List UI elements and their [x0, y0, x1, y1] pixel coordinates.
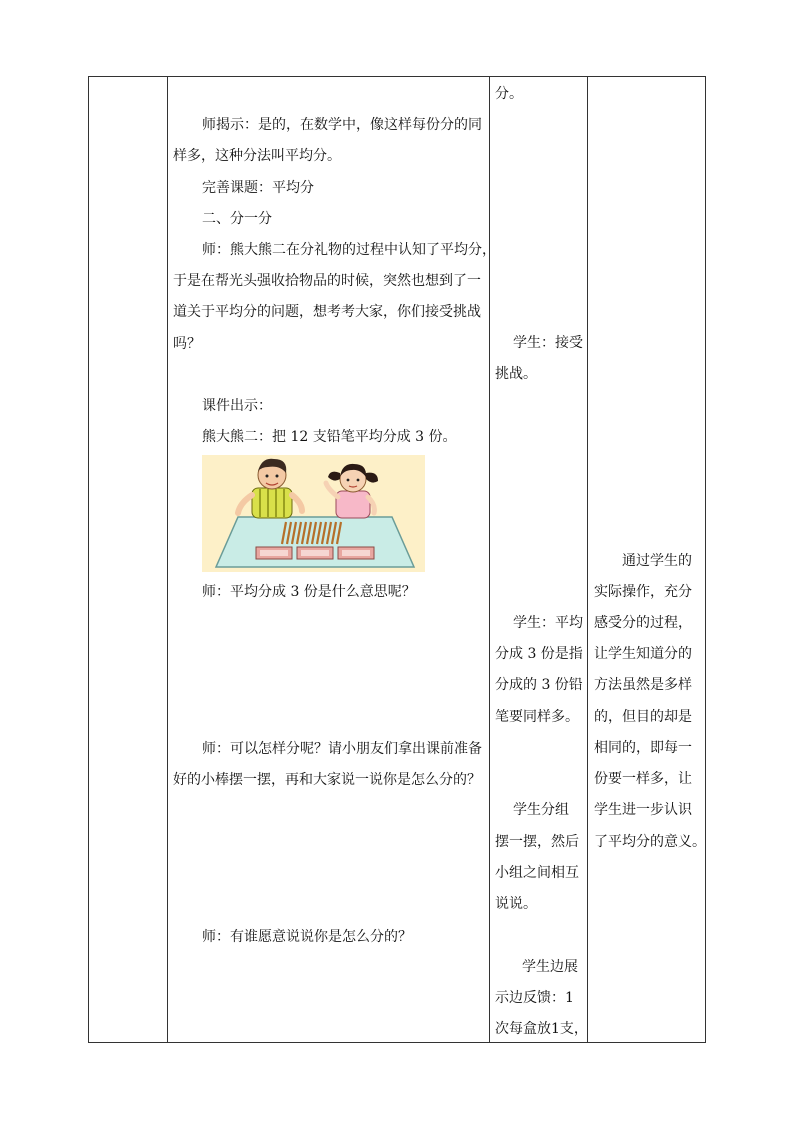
student-text: 分成的 3 份铅: [495, 677, 583, 693]
teacher-text: 师：熊大熊二在分礼物的过程中认知了平均分，: [202, 242, 496, 258]
student-text: 说说。: [495, 896, 537, 912]
teacher-text: 师：有谁愿意说说你是怎么分的？: [202, 929, 412, 945]
student-text: 分成 3 份是指: [495, 646, 583, 662]
student-text: 学生：接受: [513, 335, 583, 351]
student-text: 摆一摆，然后: [495, 834, 579, 850]
teacher-text: 师：可以怎样分呢？请小朋友们拿出课前准备: [202, 741, 482, 757]
student-text: 分。: [495, 86, 523, 102]
intent-text: 让学生知道分的: [594, 646, 692, 662]
student-text: 学生：平均: [513, 615, 583, 631]
intent-text: 份要一样多，让: [594, 771, 692, 787]
column-divider: [489, 77, 490, 1042]
intent-text: 学生进一步认识: [594, 802, 692, 818]
teacher-text: 二、分一分: [202, 211, 272, 227]
teacher-text: 吗？: [173, 336, 201, 352]
teacher-text: 课件出示：: [202, 398, 272, 414]
intent-text: 实际操作，充分: [594, 584, 692, 600]
teacher-text: 师揭示：是的，在数学中，像这样每份分的同: [202, 117, 482, 133]
teacher-text: 师：平均分成 3 份是什么意思呢？: [202, 584, 416, 600]
intent-text: 感受分的过程，: [594, 615, 692, 631]
teacher-text: 完善课题：平均分: [202, 180, 314, 196]
teacher-text: 于是在帮光头强收拾物品的时候，突然也想到了一: [173, 273, 481, 289]
student-text: 学生边展: [522, 959, 578, 975]
column-divider: [167, 77, 168, 1042]
intent-text: 方法虽然是多样: [594, 677, 692, 693]
student-text: 笔要同样多。: [495, 709, 579, 725]
teacher-text: 好的小棒摆一摆，再和大家说一说你是怎么分的？: [173, 772, 481, 788]
teacher-text: 道关于平均分的问题，想考考大家，你们接受挑战: [173, 304, 481, 320]
column-divider: [587, 77, 588, 1042]
boxes-group: [256, 547, 374, 559]
student-text: 挑战。: [495, 366, 537, 382]
pencil-division-illustration: [202, 455, 425, 572]
teacher-text: 熊大熊二：把 12 支铅笔平均分成 3 份。: [202, 429, 457, 445]
student-text: 小组之间相互: [495, 865, 579, 881]
student-text: 次每盒放1支，: [495, 1021, 588, 1037]
intent-text: 通过学生的: [622, 553, 692, 569]
teacher-text: 样多，这种分法叫平均分。: [173, 148, 341, 164]
intent-text: 了平均分的意义。: [594, 834, 706, 850]
intent-text: 相同的，即每一: [594, 740, 692, 756]
student-text: 示边反馈：1: [495, 990, 574, 1006]
intent-text: 的，但目的却是: [594, 709, 692, 725]
student-text: 学生分组: [513, 802, 569, 818]
